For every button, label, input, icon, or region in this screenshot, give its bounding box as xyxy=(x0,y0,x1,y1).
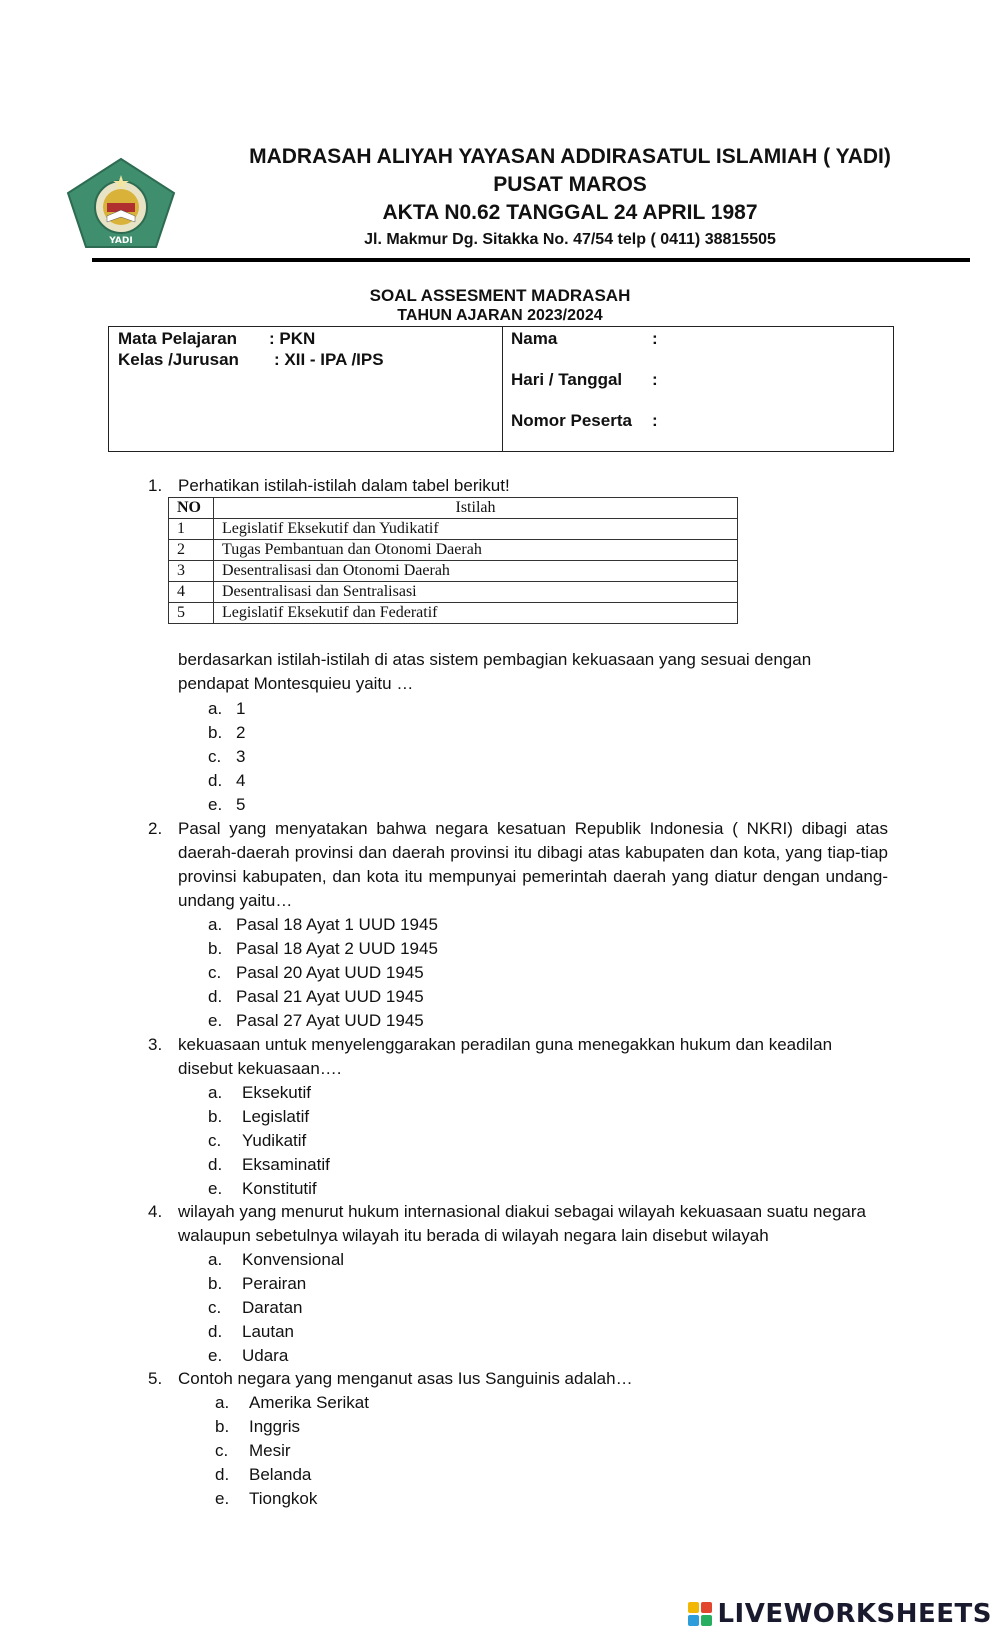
svg-text:YADI: YADI xyxy=(109,236,133,246)
option-letter: a. xyxy=(208,1250,223,1269)
option-text: Legislatif xyxy=(242,1107,310,1126)
option-text: Pasal 18 Ayat 1 UUD 1945 xyxy=(236,915,438,934)
option-d[interactable] xyxy=(215,1463,615,1487)
option-text: Perairan xyxy=(242,1274,307,1293)
option-letter: a. xyxy=(208,915,223,934)
table-cell-term: Legislatif Eksekutif dan Federatif xyxy=(214,603,738,624)
table-cell-no: 5 xyxy=(169,603,214,624)
option-text: Lautan xyxy=(242,1322,294,1341)
option-text: Udara xyxy=(242,1346,289,1365)
terms-table xyxy=(168,497,738,624)
option-letter: b. xyxy=(208,939,223,958)
question-text: kekuasaan untuk menyelenggarakan peradilan guna menegakkan hukum dan keadilan disebut kekuasaan…. xyxy=(178,1035,833,1078)
option-e[interactable] xyxy=(208,1344,608,1368)
table-cell-term: Desentralisasi dan Otonomi Daerah xyxy=(214,561,738,582)
option-letter: e. xyxy=(208,795,223,814)
question-text: Pasal yang menyatakan bahwa negara kesatuan Republik Indonesia ( NKRI) dibagi atas daerah-daerah provinsi dan daerah provinsi itu dibagi atas kabupaten dan kota, yang tiap-tiap provinsi kabupaten, dan kota itu mempunyai pemerintah daerah yang diatur dengan undang-undang yaitu… xyxy=(178,819,888,910)
question-2-options xyxy=(208,913,608,1033)
date-colon: : xyxy=(652,370,658,389)
option-a[interactable] xyxy=(208,913,608,937)
option-a[interactable] xyxy=(208,697,608,721)
option-text: 4 xyxy=(236,771,246,790)
option-letter: a. xyxy=(208,1083,223,1102)
option-text: Belanda xyxy=(249,1465,312,1484)
option-b[interactable] xyxy=(208,1105,608,1129)
table-cell-no: 3 xyxy=(169,561,214,582)
option-d[interactable] xyxy=(208,769,608,793)
date-label: Hari / Tanggal xyxy=(511,370,623,389)
option-text: Konvensional xyxy=(242,1250,345,1269)
option-letter: b. xyxy=(208,1107,223,1126)
participant-number-label: Nomor Peserta xyxy=(511,411,632,430)
table-cell-term: Tugas Pembantuan dan Otonomi Daerah xyxy=(214,540,738,561)
option-c[interactable] xyxy=(215,1439,615,1463)
option-text: Eksaminatif xyxy=(242,1155,330,1174)
option-text: Daratan xyxy=(242,1298,303,1317)
option-d[interactable] xyxy=(208,1153,608,1177)
subject-value: : PKN xyxy=(269,329,316,348)
exam-title: SOAL ASSESMENT MADRASAH xyxy=(369,286,631,305)
option-text: Pasal 21 Ayat UUD 1945 xyxy=(236,987,424,1006)
question-3-options xyxy=(208,1081,608,1201)
option-a[interactable] xyxy=(208,1081,608,1105)
option-letter: c. xyxy=(208,1131,222,1150)
option-letter: b. xyxy=(208,1274,223,1293)
class-label: Kelas /Jurusan xyxy=(118,350,239,369)
option-text: Pasal 18 Ayat 2 UUD 1945 xyxy=(236,939,438,958)
option-letter: a. xyxy=(208,699,223,718)
option-letter: b. xyxy=(208,723,223,742)
question-number: 5. xyxy=(148,1369,163,1388)
option-text: Amerika Serikat xyxy=(249,1393,369,1412)
table-cell-term: Legislatif Eksekutif dan Yudikatif xyxy=(214,519,738,540)
option-c[interactable] xyxy=(208,961,608,985)
option-a[interactable] xyxy=(208,1248,608,1272)
option-letter: d. xyxy=(208,987,223,1006)
table-row xyxy=(169,561,738,582)
table-cell-no: 2 xyxy=(169,540,214,561)
question-number: 3. xyxy=(148,1035,163,1054)
info-divider xyxy=(502,327,503,451)
option-letter: c. xyxy=(208,1298,222,1317)
option-e[interactable] xyxy=(208,1177,608,1201)
option-c[interactable] xyxy=(208,1296,608,1320)
option-letter: d. xyxy=(215,1465,230,1484)
option-d[interactable] xyxy=(208,1320,608,1344)
table-cell-no: 1 xyxy=(169,519,214,540)
table-header-term: Istilah xyxy=(214,498,738,519)
option-letter: a. xyxy=(215,1393,230,1412)
table-cell-no: 4 xyxy=(169,582,214,603)
school-address: Jl. Makmur Dg. Sitakka No. 47/54 telp ( 0411) 38815505 xyxy=(364,231,776,248)
school-branch: PUSAT MAROS xyxy=(493,173,647,196)
question-1-options xyxy=(208,697,608,817)
option-text: 3 xyxy=(236,747,246,766)
option-a[interactable] xyxy=(215,1391,615,1415)
option-letter: e. xyxy=(208,1011,223,1030)
option-text: 5 xyxy=(236,795,246,814)
subject-label: Mata Pelajaran xyxy=(118,329,238,348)
option-e[interactable] xyxy=(208,793,608,817)
name-colon: : xyxy=(652,329,658,348)
option-b[interactable] xyxy=(208,1272,608,1296)
option-letter: c. xyxy=(208,963,222,982)
option-e[interactable] xyxy=(215,1487,615,1511)
option-c[interactable] xyxy=(208,745,608,769)
option-b[interactable] xyxy=(208,937,608,961)
header-divider xyxy=(92,258,970,262)
school-akta: AKTA N0.62 TANGGAL 24 APRIL 1987 xyxy=(382,201,758,224)
student-info-box xyxy=(108,326,894,452)
name-label: Nama xyxy=(511,329,558,348)
option-text: Tiongkok xyxy=(249,1489,318,1508)
option-text: Pasal 20 Ayat UUD 1945 xyxy=(236,963,424,982)
school-name: MADRASAH ALIYAH YAYASAN ADDIRASATUL ISLAMIAH ( YADI) xyxy=(249,145,891,168)
option-text: Yudikatif xyxy=(242,1131,307,1150)
question-text: Contoh negara yang menganut asas Ius Sanguinis adalah… xyxy=(178,1369,633,1388)
option-text: Inggris xyxy=(249,1417,301,1436)
option-letter: e. xyxy=(215,1489,230,1508)
question-4-options xyxy=(208,1248,608,1368)
option-letter: d. xyxy=(208,1155,223,1174)
option-text: Eksekutif xyxy=(242,1083,311,1102)
participant-number-colon: : xyxy=(652,411,658,430)
table-row xyxy=(169,603,738,624)
question-text: Perhatikan istilah-istilah dalam tabel berikut! xyxy=(178,476,510,495)
table-header-row xyxy=(169,498,738,519)
option-letter: d. xyxy=(208,771,223,790)
option-letter: c. xyxy=(208,747,222,766)
option-b[interactable] xyxy=(215,1415,615,1439)
liveworksheets-icon xyxy=(687,1601,713,1627)
option-letter: e. xyxy=(208,1179,223,1198)
option-b[interactable] xyxy=(208,721,608,745)
class-value: : XII - IPA /IPS xyxy=(274,350,384,369)
option-text: 1 xyxy=(236,699,246,718)
option-letter: b. xyxy=(215,1417,230,1436)
table-row xyxy=(169,582,738,603)
option-letter: c. xyxy=(215,1441,229,1460)
question-text: berdasarkan istilah-istilah di atas sistem pembagian kekuasaan yang sesuai dengan pendapat Montesquieu yaitu … xyxy=(178,650,812,693)
question-5-options xyxy=(215,1391,615,1511)
table-row xyxy=(169,519,738,540)
table-cell-term: Desentralisasi dan Sentralisasi xyxy=(214,582,738,603)
table-header-no: NO xyxy=(169,498,214,519)
option-letter: e. xyxy=(208,1346,223,1365)
option-text: Konstitutif xyxy=(242,1179,317,1198)
question-number: 4. xyxy=(148,1202,163,1221)
option-e[interactable] xyxy=(208,1009,608,1033)
question-number: 2. xyxy=(148,819,163,838)
question-number: 1. xyxy=(148,476,163,495)
question-text: wilayah yang menurut hukum internasional diakui sebagai wilayah kekuasaan suatu negara walaupun sebetulnya wilayah itu berada di wilayah negara lain disebut wilayah xyxy=(178,1202,866,1245)
table-row xyxy=(169,540,738,561)
option-text: 2 xyxy=(236,723,246,742)
liveworksheets-wordmark: LIVEWORKSHEETS xyxy=(717,1599,992,1629)
option-text: Mesir xyxy=(249,1441,291,1460)
liveworksheets-brand[interactable] xyxy=(687,1599,992,1629)
option-d[interactable] xyxy=(208,985,608,1009)
exam-year: TAHUN AJARAN 2023/2024 xyxy=(397,307,603,324)
option-letter: d. xyxy=(208,1322,223,1341)
option-c[interactable] xyxy=(208,1129,608,1153)
option-text: Pasal 27 Ayat UUD 1945 xyxy=(236,1011,424,1030)
